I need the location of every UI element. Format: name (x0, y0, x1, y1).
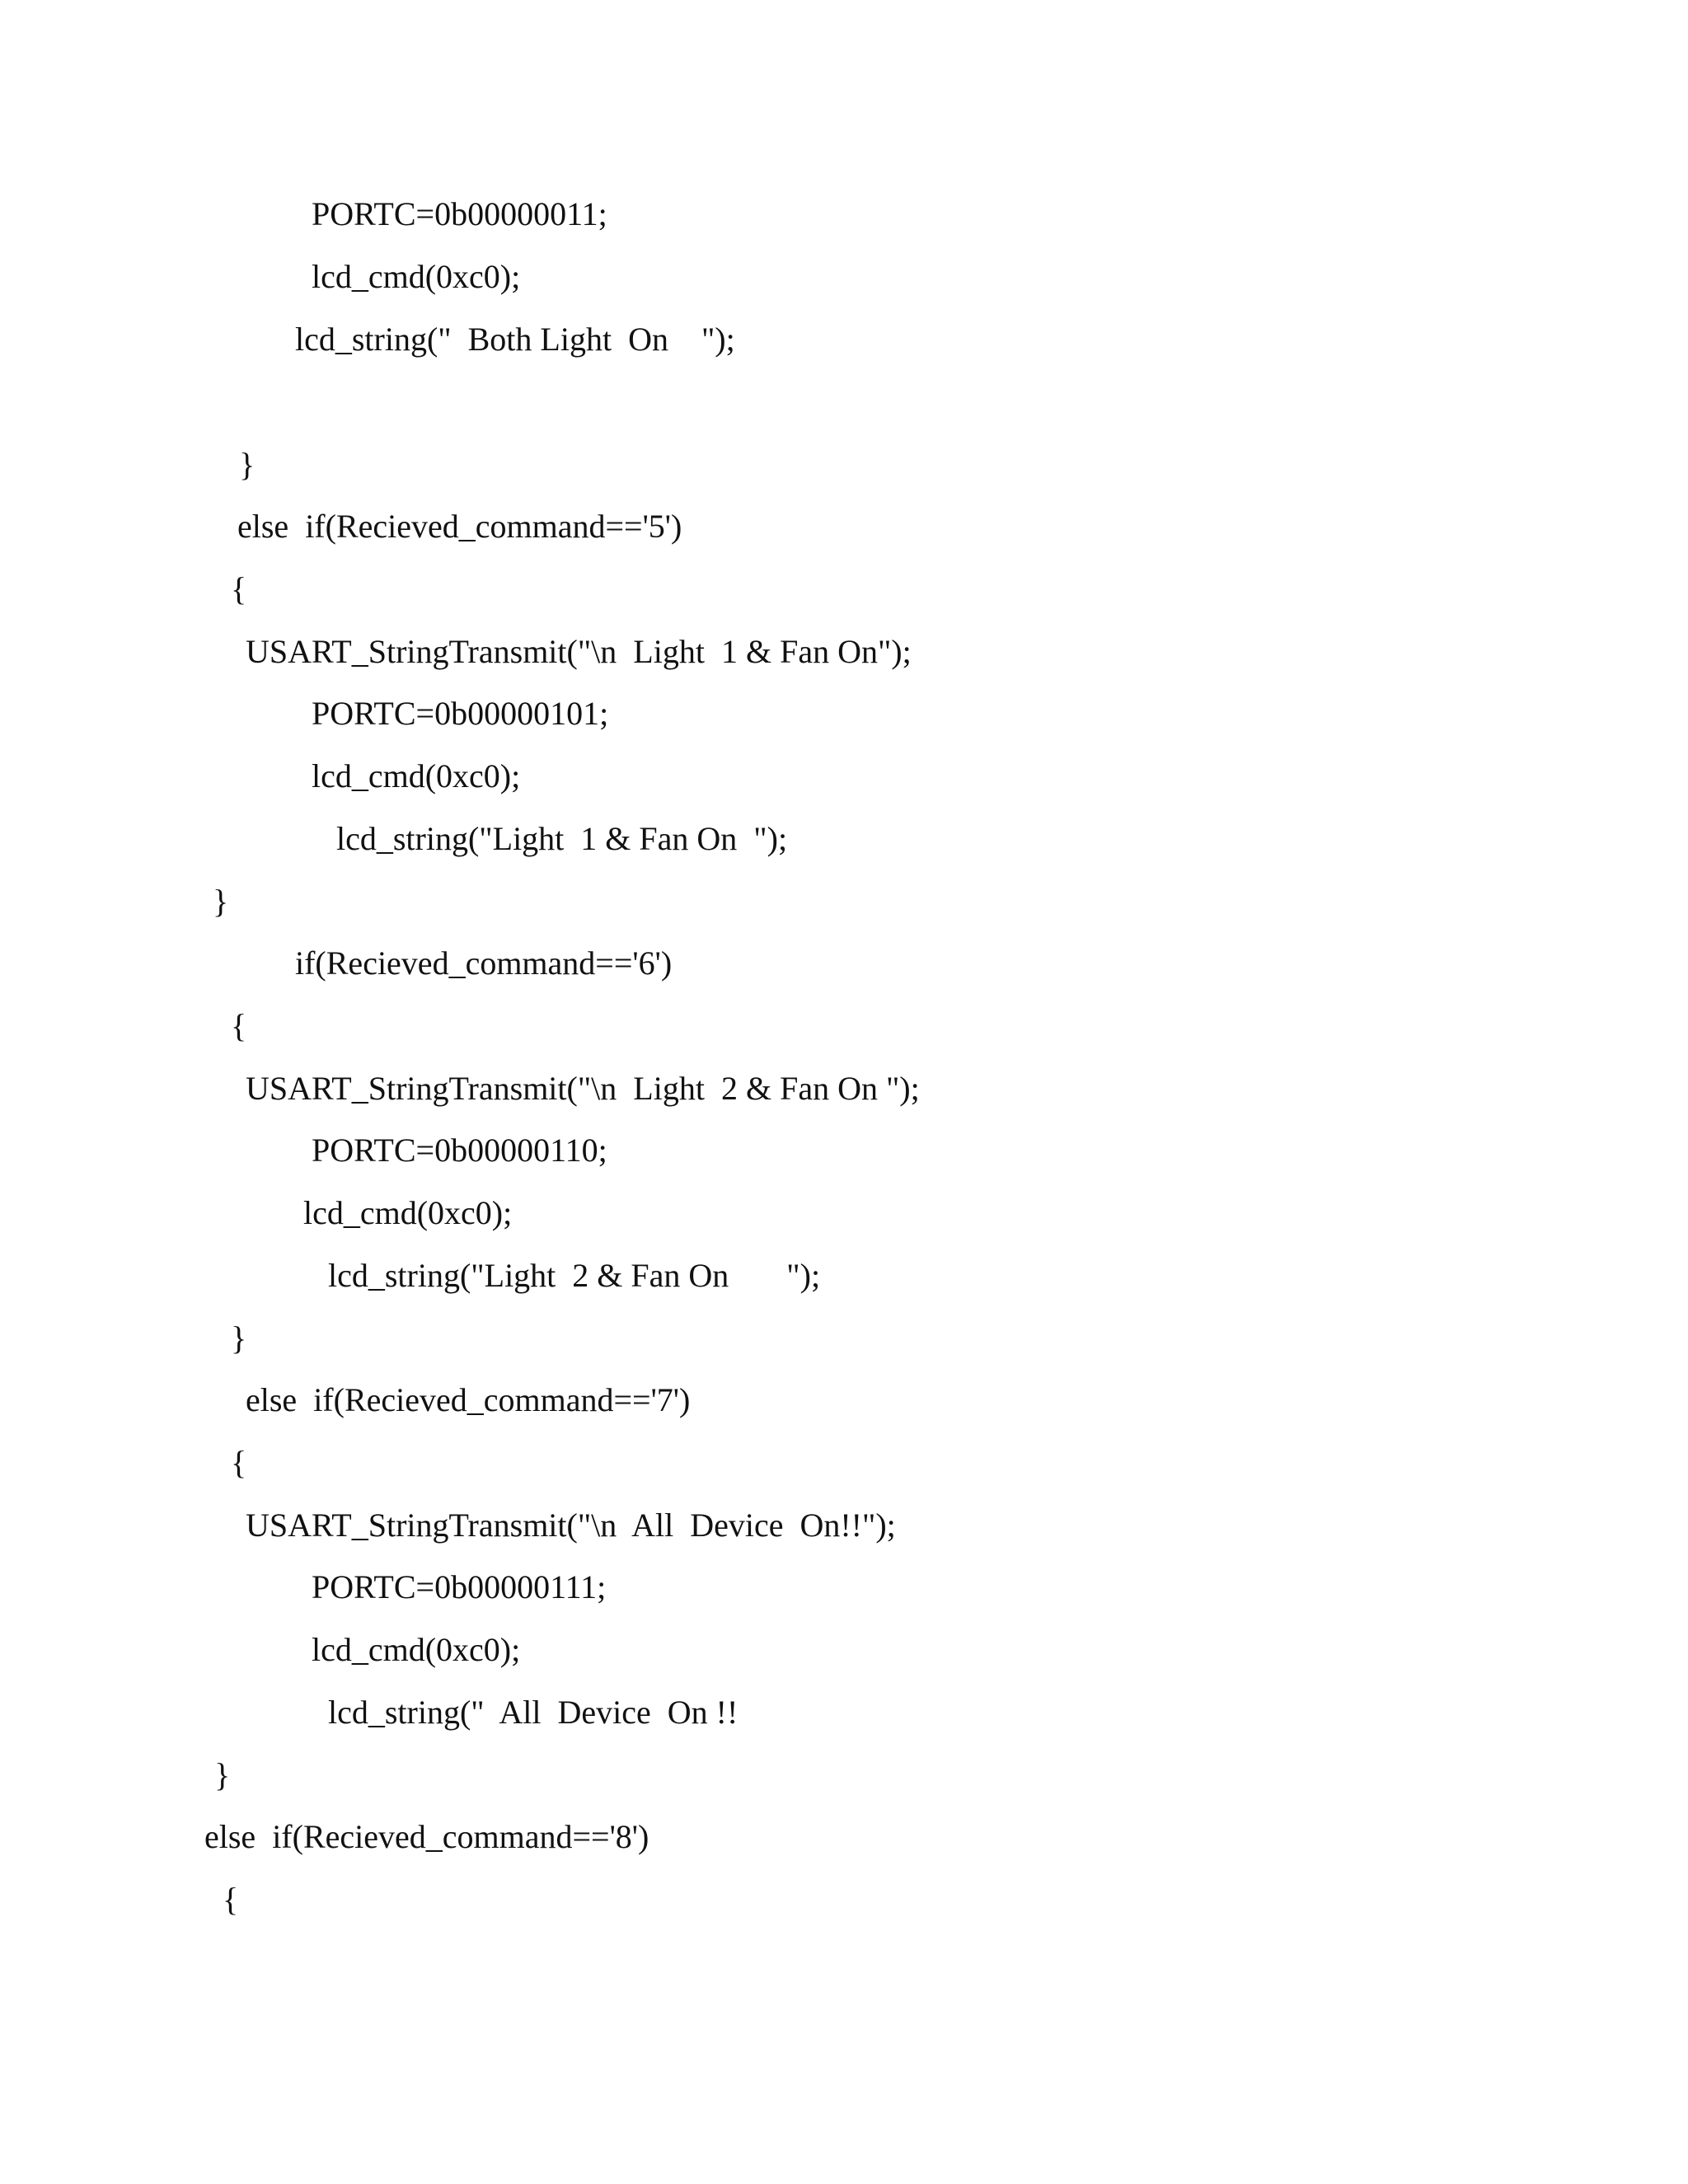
code-line: lcd_cmd(0xc0); (312, 757, 521, 794)
code-line: } (239, 446, 256, 483)
code-line: { (231, 1444, 247, 1481)
code-line: PORTC=0b00000101; (312, 695, 609, 732)
code-line: if(Recieved_command=='6') (295, 944, 673, 982)
code-line: USART_StringTransmit("\n All Device On!!"); (246, 1507, 896, 1544)
code-line: { (223, 1881, 239, 1918)
code-line: lcd_string("Light 1 & Fan On "); (336, 820, 788, 857)
code-line: lcd_cmd(0xc0); (312, 1631, 521, 1668)
code-line: lcd_string(" All Device On !! (328, 1694, 738, 1731)
code-line: lcd_string("Light 2 & Fan On "); (328, 1257, 821, 1294)
code-line: PORTC=0b00000111; (312, 1568, 607, 1605)
code-line: lcd_string(" Both Light On "); (295, 321, 735, 358)
code-line: { (231, 1007, 247, 1044)
code-line: } (214, 1756, 231, 1793)
code-line: PORTC=0b00000011; (312, 195, 607, 232)
code-line: } (231, 1319, 247, 1357)
code-line: else if(Recieved_command=='5') (237, 508, 682, 545)
code-line: PORTC=0b00000110; (312, 1132, 607, 1169)
code-line: else if(Recieved_command=='7') (246, 1381, 691, 1418)
code-line: { (231, 570, 247, 607)
code-line: else if(Recieved_command=='8') (204, 1818, 649, 1855)
code-line: } (213, 883, 229, 920)
code-line: USART_StringTransmit("\n Light 1 & Fan On"); (246, 633, 912, 670)
code-line: USART_StringTransmit("\n Light 2 & Fan On "); (246, 1070, 920, 1107)
code-line: lcd_cmd(0xc0); (303, 1194, 513, 1231)
code-line: lcd_cmd(0xc0); (312, 258, 521, 295)
